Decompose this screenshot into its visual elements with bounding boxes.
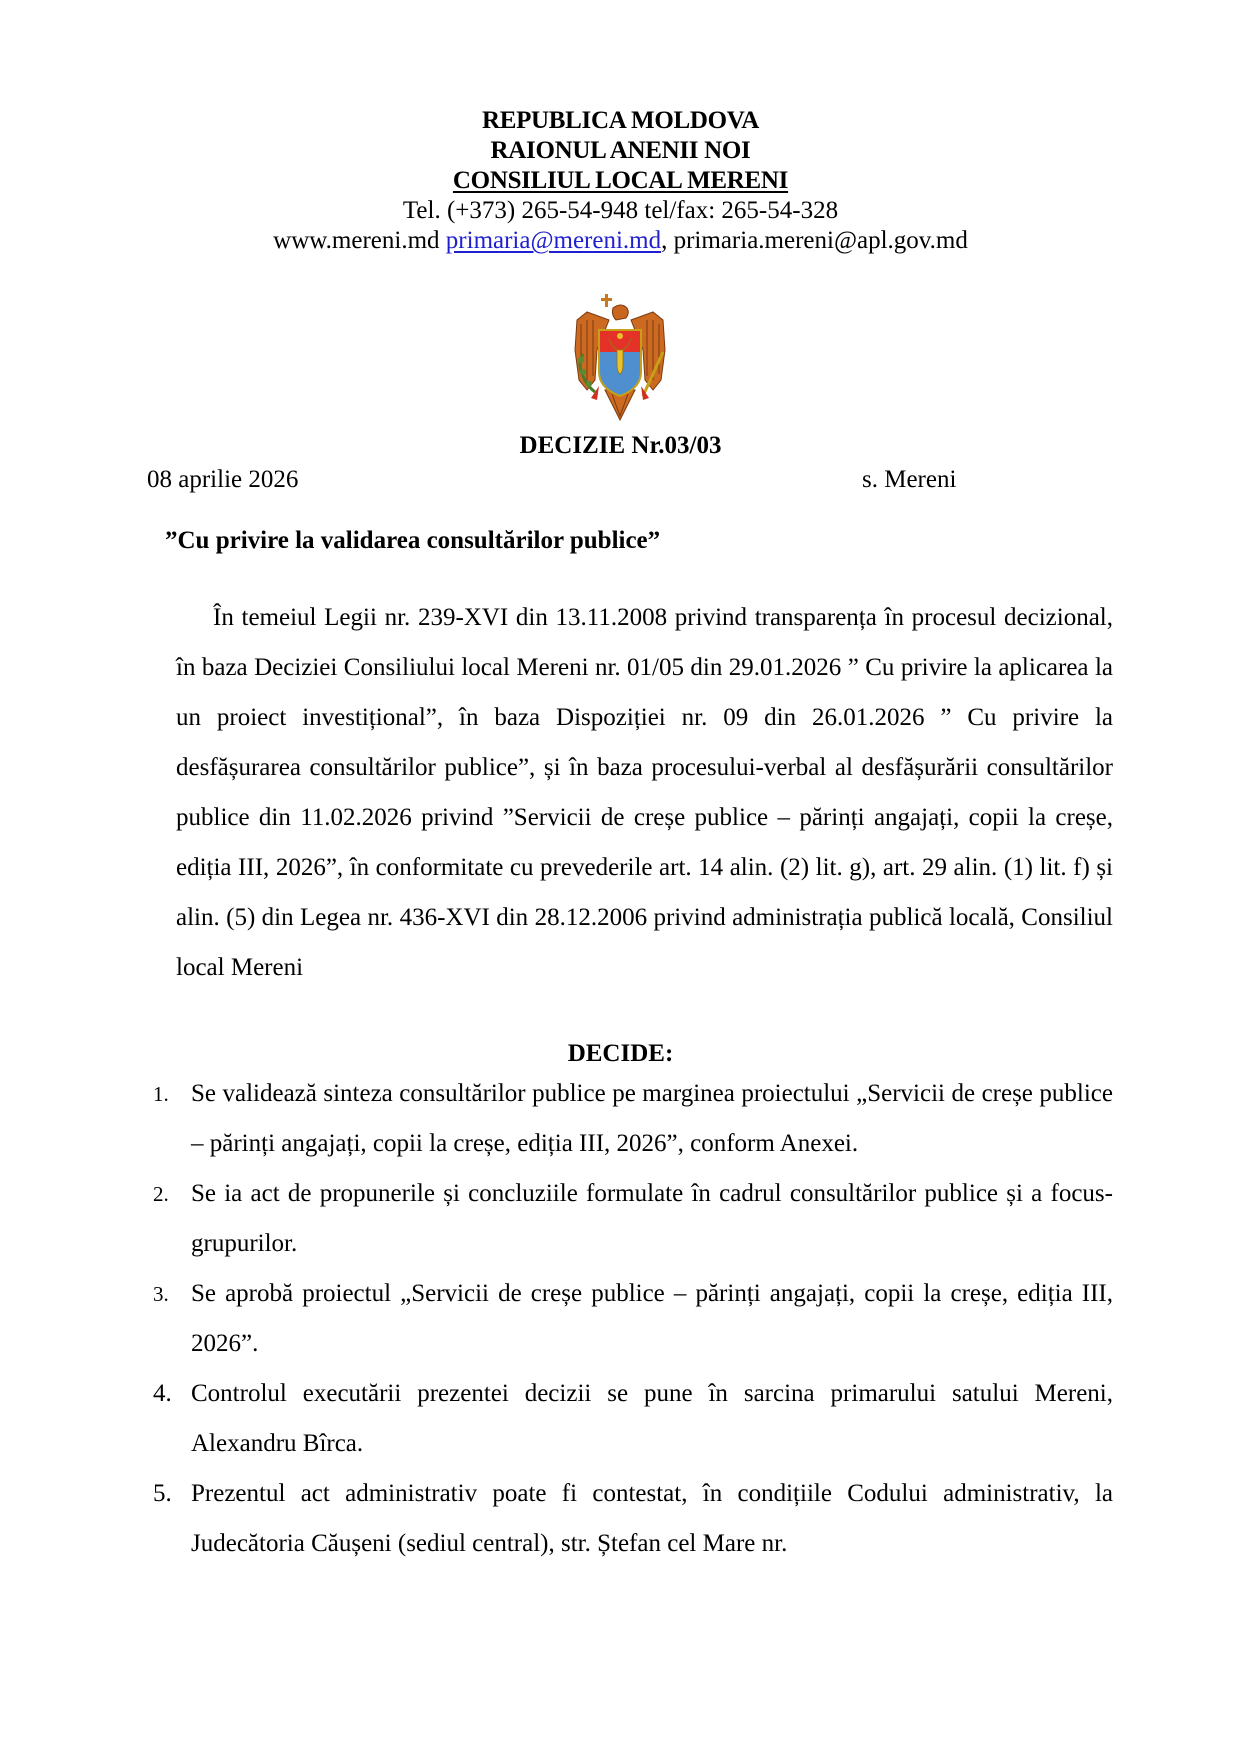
decision-place: s. Mereni [862,466,957,493]
decision-items [150,1069,1113,1569]
email-secondary: , primaria.mereni@apl.gov.md [661,227,968,254]
item-text: Se validează sinteza consultărilor publice pe marginea proiectului „Servicii de creșe publice – părinți angajați, copii la creșe, ediția III, 2026”, conform Anexei. [191,1080,1113,1157]
header-country: REPUBLICA MOLDOVA [481,107,760,134]
decision-subject: ”Cu privire la validarea consultărilor publice” [165,527,661,554]
header-council [0,167,1241,195]
item-text: Prezentul act administrativ poate fi contestat, în condițiile Codului administrativ, la Judecătoria Căușeni (sediul central), str. Ștefan cel Mare nr. [191,1480,1113,1557]
decide-heading: DECIDE: [567,1040,674,1067]
preamble-paragraph: În temeiul Legii nr. 239-XVI din 13.11.2008 privind transparența în procesul decizional, în baza Deciziei Consiliului local Mereni nr. 01/05 din 29.01.2026 ” Cu privire la aplicarea la un proiect investițional”, în baza Dispoziției nr. 09 din 26.01.2026 ” Cu privire la desfășurarea consultărilor publice”, și în baza procesului-verbal al desfășurării consultărilor publice din 11.02.2026 privind ”Servicii de creșe publice – părinți angajați, copii la creșe, ediția III, 2026”, în conformitate cu prevederile art. 14 alin. (2) lit. g), art. 29 alin. (1) lit. f) și alin. (5) din Legea nr. 436-XVI din 28.12.2006 privind administrația publică locală, Consiliul local Mereni [176,604,1113,981]
decision-item [150,1369,1113,1469]
item-number: 3. [153,1282,169,1306]
decision-title: DECIZIE Nr.03/03 [519,432,722,459]
coat-of-arms-icon [565,290,675,430]
header-phone: Tel. (+373) 265-54-948 tel/fax: 265-54-328 [402,197,839,224]
header-district: RAIONUL ANENII NOI [490,137,751,164]
decision-item [150,1269,1113,1369]
email-link[interactable]: primaria@mereni.md [445,227,662,254]
header-council-text: CONSILIUL LOCAL MERENI [452,167,789,194]
header-contacts [0,227,1241,255]
decision-date: 08 aprilie 2026 [147,466,299,493]
item-number: 1. [153,1082,169,1106]
item-text: Se ia act de propunerile și concluziile formulate în cadrul consultărilor publice și a focus-grupurilor. [191,1180,1113,1257]
item-text: Se aprobă proiectul „Servicii de creșe publice – părinți angajați, copii la creșe, ediția III, 2026”. [191,1280,1113,1357]
decision-item [150,1069,1113,1169]
item-number: 2. [153,1182,169,1206]
decision-item [150,1469,1113,1569]
item-number: 5. [153,1480,172,1507]
decision-item [150,1169,1113,1269]
item-text: Controlul executării prezentei decizii se pune în sarcina primarului satului Mereni, Alexandru Bîrca. [191,1380,1113,1457]
item-number: 4. [153,1380,172,1407]
website-text: www.mereni.md [273,227,440,254]
